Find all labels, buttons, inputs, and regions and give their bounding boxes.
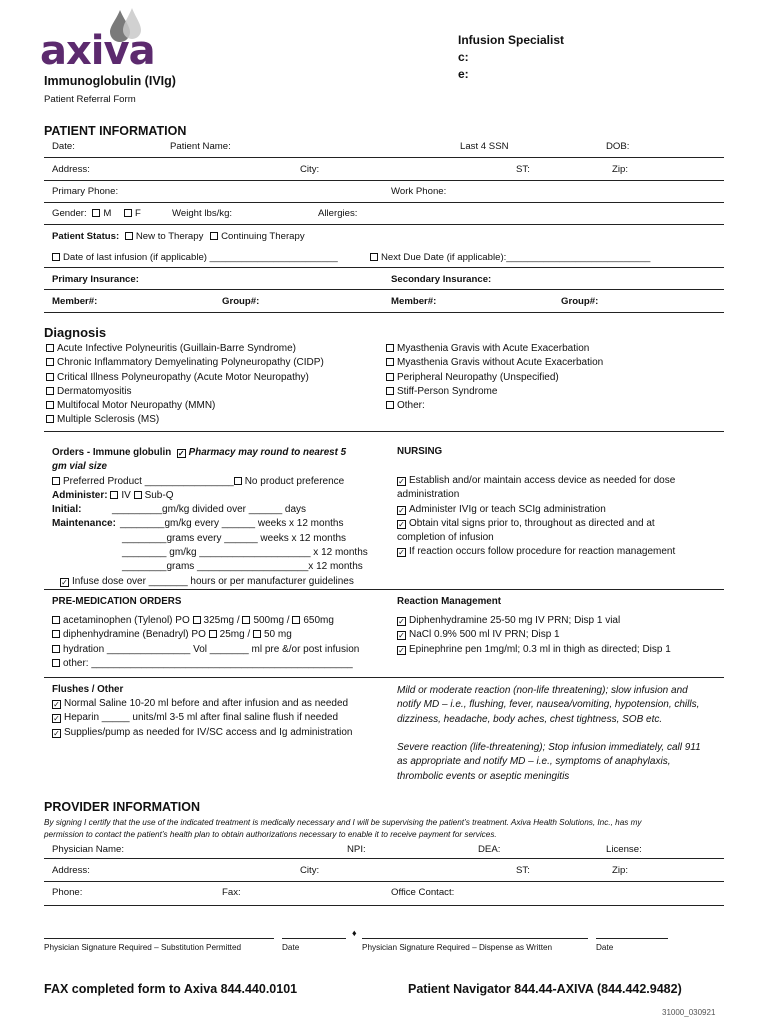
dose-500-label: 500mg / [253, 615, 290, 626]
date-label: Date: [52, 141, 75, 152]
next-due-checkbox[interactable] [370, 253, 378, 261]
patient-name-label: Patient Name: [170, 141, 231, 152]
provider-statement-2: permission to contact the patient’s health plan to obtain authorizations necessary to enable it to receive payment for services. [44, 830, 497, 839]
diagnosis-option: Stiff-Person Syndrome [397, 385, 498, 397]
reaction-checkbox[interactable]: ✓ [398, 645, 405, 655]
severe-line: Severe reaction (life-threatening); Stop infusion immediately, call 911 [397, 742, 701, 753]
npi-label: NPI: [347, 844, 366, 855]
diagnosis-option: Myasthenia Gravis without Acute Exacerbation [397, 357, 604, 369]
member2-label: Member#: [391, 296, 437, 307]
dose-25-label: 25mg / [219, 629, 251, 641]
orders-title: Orders - Immune globulin [52, 447, 172, 458]
diagnosis-checkbox[interactable] [386, 344, 394, 352]
brand-wordmark: axiva [40, 28, 155, 74]
diphenhydramine-label: diphenhydramine (Benadryl) PO [63, 629, 206, 641]
dose-325-label: 325mg / [203, 615, 240, 626]
diagnosis-right-list [386, 342, 603, 413]
divider [44, 180, 724, 181]
diagnosis-option: Dermatomyositis [57, 385, 132, 397]
divider [44, 202, 724, 203]
dose-50-checkbox[interactable] [253, 630, 261, 638]
diagnosis-option: Multiple Sclerosis (MS) [57, 414, 160, 426]
group2-label: Group#: [561, 296, 599, 307]
gm-vial-size: gm vial size [52, 461, 107, 473]
diagnosis-checkbox[interactable] [386, 387, 394, 395]
mild-line: dizziness, headache, body aches, chest tightness, SOB etc. [397, 713, 663, 725]
provider-fax-label: Fax: [222, 887, 241, 898]
diagnosis-left-list [46, 342, 324, 428]
diagnosis-option: Chronic Inflammatory Demyelinating Polyneuropathy (CIDP) [57, 357, 324, 369]
severe-line: as appropriate and notify MD – i.e., symptoms of anaphylaxis, [397, 756, 671, 768]
date-caption-1: Date [282, 943, 300, 952]
subq-checkbox[interactable] [134, 491, 142, 499]
signature-line-dispense[interactable] [362, 938, 588, 939]
divider [44, 312, 724, 313]
gender-f-label: F [135, 208, 141, 219]
nursing-checkbox[interactable]: ✓ [398, 519, 405, 529]
divider [44, 289, 724, 290]
dose-650-checkbox[interactable] [292, 616, 300, 624]
nursing-item: Obtain vital signs prior to, throughout as directed and at [409, 517, 655, 529]
initial-label: Initial: [52, 504, 82, 516]
provider-phone-label: Phone: [52, 887, 83, 898]
iv-checkbox[interactable] [110, 491, 118, 499]
premed-list [52, 614, 359, 671]
specialist-email: e: [458, 67, 469, 81]
patient-section-title: PATIENT INFORMATION [44, 124, 187, 138]
form-code: 31000_030921 [662, 1008, 716, 1017]
specialist-cell: c: [458, 50, 469, 64]
divider [44, 881, 724, 882]
flush-checkbox[interactable]: ✓ [53, 714, 60, 724]
diagnosis-checkbox[interactable] [46, 358, 54, 366]
other-label: other: _______________________________________________ [63, 657, 353, 669]
initial-text: _________gm/kg divided over ______ days [112, 504, 307, 516]
signature-line-substitution[interactable] [44, 938, 274, 939]
logo [40, 6, 170, 74]
pharmacy-note: Pharmacy may round to nearest 5 [188, 447, 347, 458]
subq-label: Sub-Q [144, 489, 174, 501]
zip-label: Zip: [612, 164, 628, 175]
orders-block [52, 446, 368, 589]
flushes-title: Flushes / Other [52, 684, 124, 695]
provider-zip-label: Zip: [612, 865, 628, 876]
divider [44, 905, 724, 906]
divider [44, 267, 724, 268]
dose-650-label: 650mg [303, 615, 334, 626]
dose-325-checkbox[interactable] [193, 616, 201, 624]
nursing-item: administration [397, 489, 460, 501]
divider [44, 431, 724, 432]
reaction-item: Diphenhydramine 25-50 mg IV PRN; Disp 1 vial [409, 615, 621, 626]
st-label: ST: [516, 164, 530, 175]
last-infusion-label: Date of last infusion (if applicable) ________________________ [63, 252, 338, 263]
other-checkbox[interactable] [52, 659, 60, 667]
last-infusion-row [52, 252, 338, 263]
mild-reaction-note [397, 684, 699, 727]
diagnosis-checkbox[interactable] [386, 358, 394, 366]
nursing-item: If reaction occurs follow procedure for reaction management [409, 546, 676, 558]
status-new-checkbox[interactable] [125, 232, 133, 240]
status-new-label: New to Therapy [135, 231, 204, 242]
diagnosis-checkbox[interactable] [386, 373, 394, 381]
fax-instruction: FAX completed form to Axiva 844.440.0101 [44, 982, 298, 996]
nursing-title: NURSING [397, 446, 443, 457]
mild-line: notify MD – i.e., flushing, fever, nausea/vomiting, hypotension, chills, [397, 699, 700, 711]
provider-city-label: City: [300, 865, 320, 876]
license-label: License: [606, 844, 642, 855]
infuse-text: Infuse dose over _______ hours or per manufacturer guidelines [72, 575, 354, 587]
diagnosis-option: Multifocal Motor Neuropathy (MMN) [57, 400, 216, 412]
reaction-checkbox[interactable]: ✓ [398, 617, 405, 626]
reaction-list [397, 614, 671, 657]
work-phone-label: Work Phone: [391, 186, 447, 197]
member1-label: Member#: [52, 296, 98, 307]
nursing-list [397, 474, 675, 560]
office-contact-label: Office Contact: [391, 887, 455, 898]
divider [44, 224, 724, 225]
nursing-item: Establish and/or maintain access device as needed for dose [409, 475, 676, 486]
mild-line: Mild or moderate reaction (non-life threatening); slow infusion and [397, 685, 688, 696]
dea-label: DEA: [478, 844, 501, 855]
dose-50-label: 50 mg [264, 629, 292, 641]
flush-item: Heparin _____ units/ml 3-5 ml after final saline flush if needed [64, 712, 339, 724]
flush-checkbox[interactable]: ✓ [53, 728, 60, 738]
diphenhydramine-checkbox[interactable] [52, 630, 60, 638]
severe-reaction-note [397, 741, 701, 784]
pharmacy-round-checkbox[interactable]: ✓ [177, 449, 185, 458]
acetaminophen-checkbox[interactable] [52, 616, 60, 624]
date-caption-2: Date [596, 943, 614, 952]
nursing-checkbox[interactable]: ✓ [398, 505, 405, 515]
nursing-checkbox[interactable]: ✓ [398, 477, 405, 486]
administer-label: Administer: [52, 489, 108, 501]
primary-insurance-label: Primary Insurance: [52, 274, 139, 285]
maintenance-label: Maintenance: [52, 518, 116, 530]
hydration-checkbox[interactable] [52, 645, 60, 653]
physician-name-label: Physician Name: [52, 844, 124, 855]
dob-label: DOB: [606, 141, 630, 152]
allergies-label: Allergies: [318, 208, 358, 219]
diagnosis-checkbox[interactable] [46, 344, 54, 352]
primary-phone-label: Primary Phone: [52, 186, 119, 197]
diagnosis-option: Other: [397, 400, 425, 412]
gender-m-checkbox[interactable] [92, 209, 100, 217]
gender-row [52, 208, 141, 219]
divider [44, 858, 724, 859]
signature-diamond: ♦ [352, 928, 357, 938]
specialist-title: Infusion Specialist [458, 33, 565, 47]
divider [44, 677, 724, 678]
preferred-product-label: Preferred Product ________________ [63, 475, 234, 487]
divider [44, 157, 724, 158]
provider-st-label: ST: [516, 865, 530, 876]
severe-line: thrombolic events or aseptic meningitis [397, 770, 570, 782]
maintenance-option: ________grams ____________________x 12 months [122, 561, 363, 573]
diagnosis-option: Critical Illness Polyneuropathy (Acute Motor Neuropathy) [57, 371, 309, 383]
last4-ssn-label: Last 4 SSN [460, 141, 509, 152]
diagnosis-title: Diagnosis [44, 325, 107, 340]
diagnosis-checkbox[interactable] [46, 401, 54, 409]
diagnosis-checkbox[interactable] [46, 415, 54, 423]
status-continuing-checkbox[interactable] [210, 232, 218, 240]
gender-f-checkbox[interactable] [124, 209, 132, 217]
reaction-checkbox[interactable]: ✓ [398, 631, 405, 641]
next-due-label: Next Due Date (if applicable):___________________________ [381, 252, 651, 263]
gender-m-label: M [103, 208, 112, 219]
premed-title: PRE-MEDICATION ORDERS [52, 596, 182, 607]
diagnosis-checkbox[interactable] [386, 401, 394, 409]
no-preference-label: No product preference [244, 475, 345, 487]
diagnosis-option: Myasthenia Gravis with Acute Exacerbation [397, 343, 590, 354]
reaction-title: Reaction Management [397, 596, 501, 607]
flush-item: Normal Saline 10-20 ml before and after infusion and as needed [64, 698, 349, 709]
no-preference-checkbox[interactable] [234, 477, 242, 485]
nursing-checkbox[interactable]: ✓ [398, 548, 405, 558]
signature-disp-caption: Physician Signature Required – Dispense as Written [362, 943, 553, 952]
diagnosis-option: Acute Infective Polyneuritis (Guillain-Barre Syndrome) [57, 343, 296, 354]
flushes-list [52, 697, 353, 740]
reaction-item: NaCl 0.9% 500 ml IV PRN; Disp 1 [409, 629, 560, 641]
provider-section-title: PROVIDER INFORMATION [44, 800, 201, 814]
weight-label: Weight lbs/kg: [172, 208, 233, 219]
acetaminophen-label: acetaminophen (Tylenol) PO [63, 615, 190, 626]
preferred-product-checkbox[interactable] [52, 477, 60, 485]
city-label: City: [300, 164, 320, 175]
hydration-label: hydration _______________ Vol _______ ml pre &/or post infusion [63, 643, 360, 655]
address-label: Address: [52, 164, 90, 175]
secondary-insurance-label: Secondary Insurance: [391, 274, 492, 285]
last-infusion-checkbox[interactable] [52, 253, 60, 261]
reaction-item: Epinephrine pen 1mg/ml; 0.3 ml in thigh as directed; Disp 1 [409, 643, 671, 655]
next-due-row [370, 252, 650, 263]
nursing-item: Administer IVIg or teach SCIg administration [409, 503, 606, 515]
flush-item: Supplies/pump as needed for IV/SC access and Ig administration [64, 726, 353, 738]
date-line-2[interactable] [596, 938, 668, 939]
provider-statement-1: By signing I certify that the use of the indicated treatment is medically necessary and I will be supervising the patient’s treatment. Axiva Health Solutions, Inc., has my [44, 818, 642, 827]
flush-checkbox[interactable]: ✓ [53, 700, 60, 709]
form-subtitle: Patient Referral Form [44, 94, 136, 105]
patient-navigator: Patient Navigator 844.44-AXIVA (844.442.9482) [408, 982, 682, 996]
iv-label: IV [121, 489, 131, 501]
maintenance-option: ________gm/kg every ______ weeks x 12 months [120, 518, 344, 530]
gender-label: Gender: [52, 208, 87, 219]
nursing-item: completion of infusion [397, 532, 494, 544]
dose-500-checkbox[interactable] [242, 616, 250, 624]
infuse-checkbox[interactable]: ✓ [61, 577, 68, 587]
patient-status-row [52, 231, 305, 242]
maintenance-option: ________ gm/kg ____________________ x 12 months [122, 547, 368, 559]
signature-sub-caption: Physician Signature Required – Substitution Permitted [44, 943, 242, 952]
form-title: Immunoglobulin (IVIg) [44, 74, 176, 88]
date-line-1[interactable] [282, 938, 346, 939]
divider [44, 589, 724, 590]
provider-address-label: Address: [52, 865, 90, 876]
dose-25-checkbox[interactable] [209, 630, 217, 638]
diagnosis-option: Peripheral Neuropathy (Unspecified) [397, 371, 559, 383]
status-continuing-label: Continuing Therapy [221, 231, 305, 242]
group1-label: Group#: [222, 296, 260, 307]
patient-status-label: Patient Status: [52, 231, 120, 242]
maintenance-option: ________grams every ______ weeks x 12 months [122, 532, 347, 544]
diagnosis-checkbox[interactable] [46, 387, 54, 395]
diagnosis-checkbox[interactable] [46, 373, 54, 381]
